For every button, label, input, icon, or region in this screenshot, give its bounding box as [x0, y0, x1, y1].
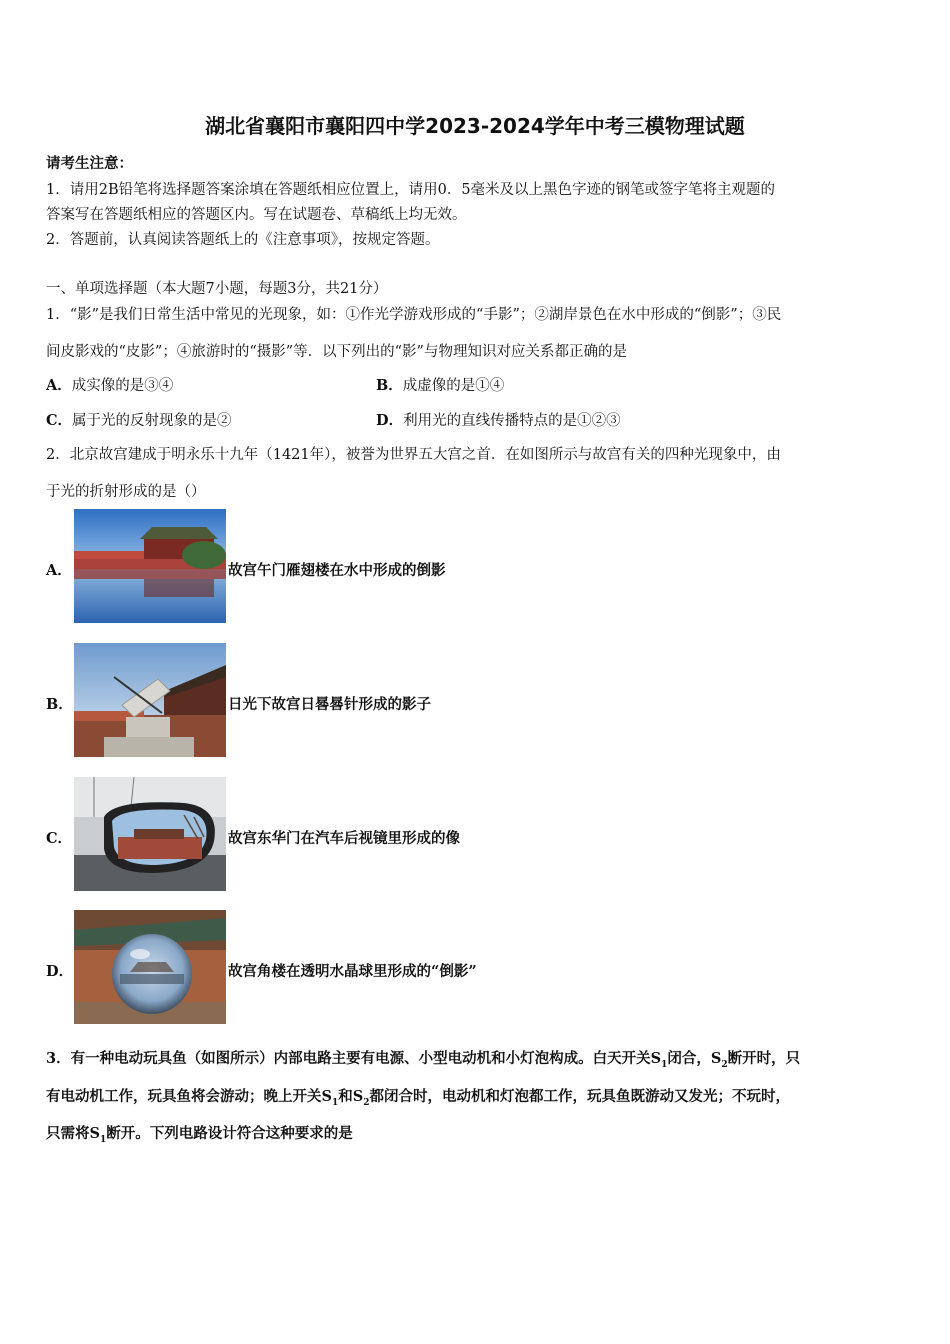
- subscript: 1: [331, 1097, 339, 1108]
- q3-text: 都闭合时，电动机和灯泡都工作，玩具鱼既游动又发光；不玩时，: [369, 1088, 790, 1105]
- section-heading: 一、单项选择题（本大题7小题，每题3分，共21分）: [46, 281, 388, 297]
- notice-heading: 请考生注意：: [46, 155, 133, 172]
- option-letter: D．: [46, 963, 74, 980]
- option-text: 属于光的反射现象的是②: [72, 413, 232, 429]
- q2-option-a[interactable]: [46, 509, 566, 625]
- notice-line-1a: 1．请用2B铅笔将选择题答案涂填在答题纸相应位置上，请用0．5毫米及以上黑色字迹的钢笔或签字笔将主观题的: [46, 182, 776, 198]
- q3-text: 闭合，S: [667, 1050, 722, 1067]
- mirror-photo-icon: [74, 777, 226, 891]
- q1-option-c[interactable]: [46, 409, 232, 430]
- q2-stem-b: 于光的折射形成的是（）: [46, 484, 206, 500]
- q1-option-a[interactable]: [46, 374, 173, 395]
- crystal-ball-photo-icon: [74, 910, 226, 1024]
- option-letter: B．: [376, 377, 403, 394]
- option-caption: 故宫角楼在透明水晶球里形成的“倒影”: [228, 963, 477, 980]
- option-letter: D．: [376, 412, 404, 429]
- q3-line-2: [46, 1085, 790, 1108]
- q1-option-d[interactable]: [376, 409, 621, 430]
- option-letter: A．: [46, 377, 72, 394]
- q3-text: 只需将S: [46, 1125, 100, 1142]
- reflection-photo-icon: [74, 509, 226, 623]
- option-text: 成实像的是③④: [71, 378, 174, 394]
- q3-text: 和S: [338, 1088, 364, 1105]
- q3-text: 有电动机工作，玩具鱼将会游动；晚上开关S: [46, 1088, 332, 1105]
- option-letter: B．: [46, 696, 73, 713]
- option-text: 成虚像的是①④: [402, 378, 505, 394]
- option-caption: 日光下故宫日晷晷针形成的影子: [228, 696, 431, 713]
- subscript: 2: [363, 1097, 370, 1108]
- notice-line-1b: 答案写在答题纸相应的答题区内。写在试题卷、草稿纸上均无效。: [46, 207, 467, 223]
- q3-line-1: [46, 1047, 800, 1070]
- option-text: 利用光的直线传播特点的是①②③: [403, 413, 621, 429]
- option-caption: 故宫东华门在汽车后视镜里形成的像: [228, 830, 460, 847]
- q3-text: 断开时，只: [727, 1050, 801, 1067]
- q3-text: 3．有一种电动玩具鱼（如图所示）内部电路主要有电源、小型电动机和小灯泡构成。白天开关S: [46, 1050, 662, 1067]
- q1-stem-a: 1．“影”是我们日常生活中常见的光现象，如：①作光学游戏形成的“手影”；②湖岸景色在水中形成的“倒影”；③民: [46, 307, 782, 323]
- page-title: 湖北省襄阳市襄阳四中学2023-2024学年中考三模物理试题: [205, 114, 745, 138]
- q1-stem-b: 间皮影戏的“皮影”；④旅游时的“摄影”等．以下列出的“影”与物理知识对应关系都正确的是: [46, 344, 627, 360]
- subscript: 1: [661, 1059, 668, 1070]
- subscript: 1: [99, 1134, 107, 1145]
- option-caption: 故宫午门雁翅楼在水中形成的倒影: [228, 562, 446, 579]
- q2-option-b[interactable]: [46, 643, 566, 759]
- q3-text: 断开。下列电路设计符合这种要求的是: [106, 1125, 353, 1142]
- q2-stem-a: 2．北京故宫建成于明永乐十九年（1421年），被誉为世界五大宫之首．在如图所示与故宫有关的四种光现象中，由: [46, 447, 781, 463]
- sundial-photo-icon: [74, 643, 226, 757]
- subscript: 2: [721, 1059, 728, 1070]
- q1-option-b[interactable]: [376, 374, 504, 395]
- notice-line-2: 2．答题前，认真阅读答题纸上的《注意事项》，按规定答题。: [46, 232, 440, 248]
- q2-option-c[interactable]: [46, 777, 566, 893]
- option-letter: C．: [46, 412, 73, 429]
- option-letter: C．: [46, 830, 73, 847]
- q3-line-3: [46, 1122, 353, 1145]
- option-letter: A．: [46, 562, 72, 579]
- q2-option-d[interactable]: [46, 910, 566, 1026]
